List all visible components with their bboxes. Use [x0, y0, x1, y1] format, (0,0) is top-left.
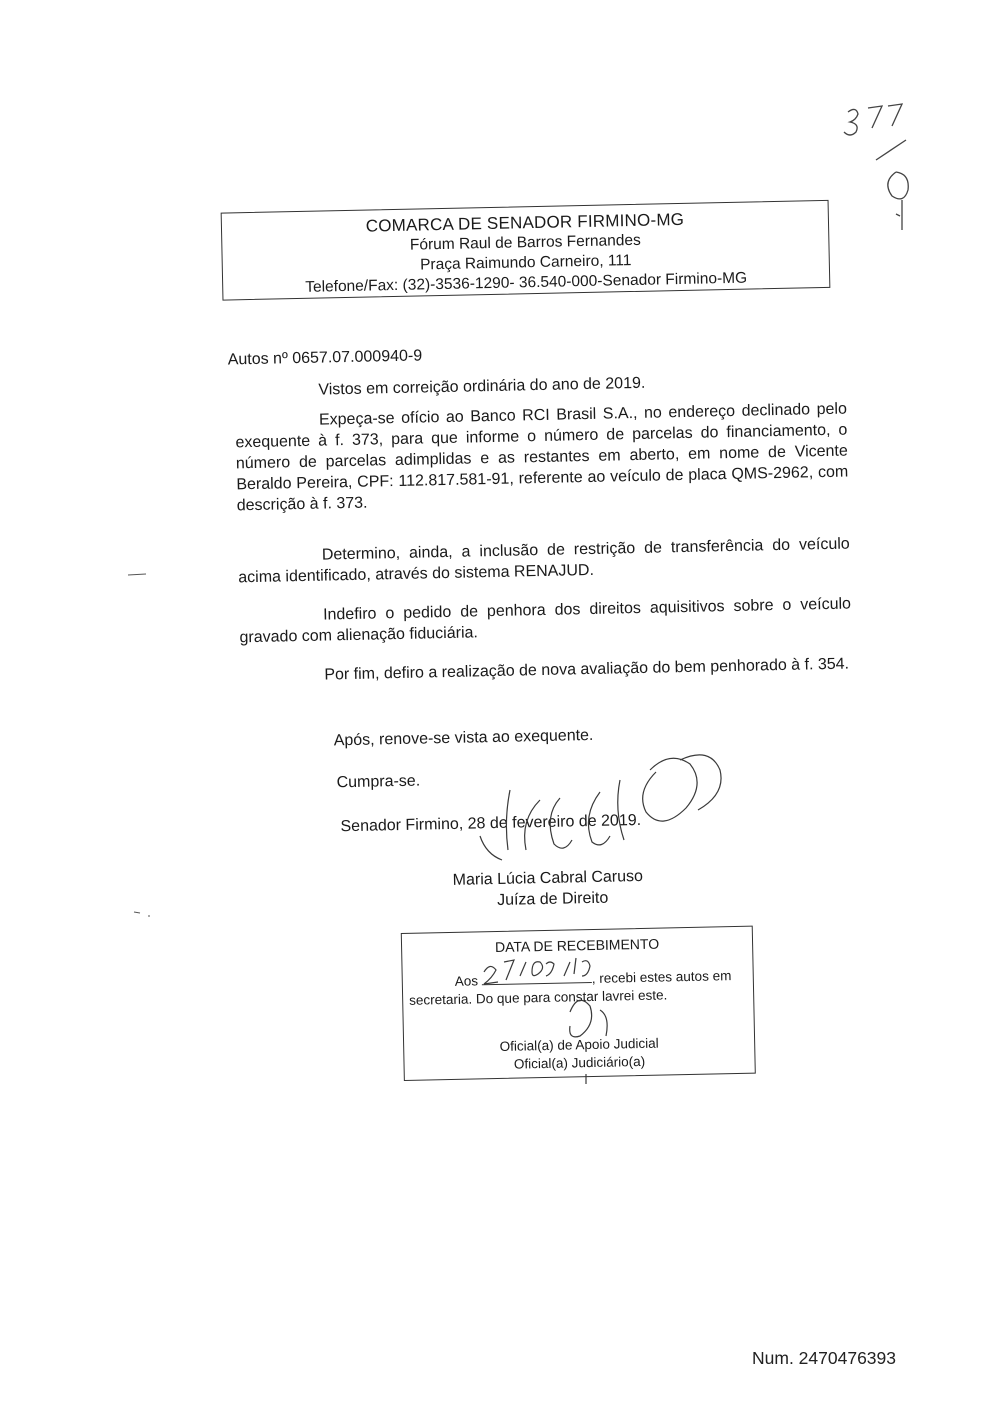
paragraph-avaliacao: Por fim, defiro a realização de nova avaliação do bem penhorado à f. 354. [324, 655, 850, 684]
signer-name: Maria Lúcia Cabral Caruso [452, 867, 644, 889]
signer-title: Juíza de Direito [496, 889, 609, 909]
receipt-line-2: secretaria. Do que para constar lavrei este. [409, 987, 668, 1008]
paragraph-oficio: Expeça-se ofício ao Banco RCI Brasil S.A., no endereço declinado pelo exequente à f. 373, para que informe o número de parcelas do financiamento, o número de parcelas adimplidas e as restantes em aberto, em nome de Vicente Beraldo Pereira, CPF: 112.817.581-91, referente ao veículo de placa QMS-2962, com descrição à f. 373. [235, 400, 849, 515]
receipt-officer-2: Oficial(a) Judiciário(a) [513, 1053, 646, 1072]
paragraph-indefiro: Indefiro o pedido de penhora dos direitos aquisitivos sobre o veículo gravado com alienação fiduciária. [239, 595, 852, 647]
document-id: Num. 2470476393 [752, 1348, 896, 1368]
place-and-date: Senador Firmino, 28 de fevereiro de 2019. [340, 811, 642, 836]
header-court-name: COMARCA DE SENADOR FIRMINO-MG [365, 209, 685, 236]
header-address: Praça Raimundo Carneiro, 111 [419, 252, 632, 274]
header-forum: Fórum Raul de Barros Fernandes [409, 231, 641, 254]
paragraph-apos: Após, renove-se vista ao exequente. [333, 726, 594, 750]
case-number: Autos nº 0657.07.000940-9 [227, 347, 423, 369]
receipt-box [401, 926, 756, 1081]
receipt-aos: Aos [454, 973, 479, 989]
header-phone: Telefone/Fax: (32)-3536-1290- 36.540-000-Senador Firmino-MG [305, 269, 748, 296]
receipt-date-blank [482, 968, 592, 985]
receipt-officer-1: Oficial(a) de Apoio Judicial [499, 1035, 659, 1054]
paragraph-renajud: Determino, ainda, a inclusão de restrição de transferência do veículo acima identificado, através do sistema RENAJUD. [238, 535, 850, 587]
receipt-text-1: , recebi estes autos em [591, 968, 732, 987]
receipt-title: DATA DE RECEBIMENTO [494, 935, 660, 956]
paragraph-cumpra: Cumpra-se. [336, 772, 421, 792]
court-header [221, 200, 831, 301]
paragraph-vistos: Vistos em correição ordinária do ano de 2019. [318, 374, 646, 399]
